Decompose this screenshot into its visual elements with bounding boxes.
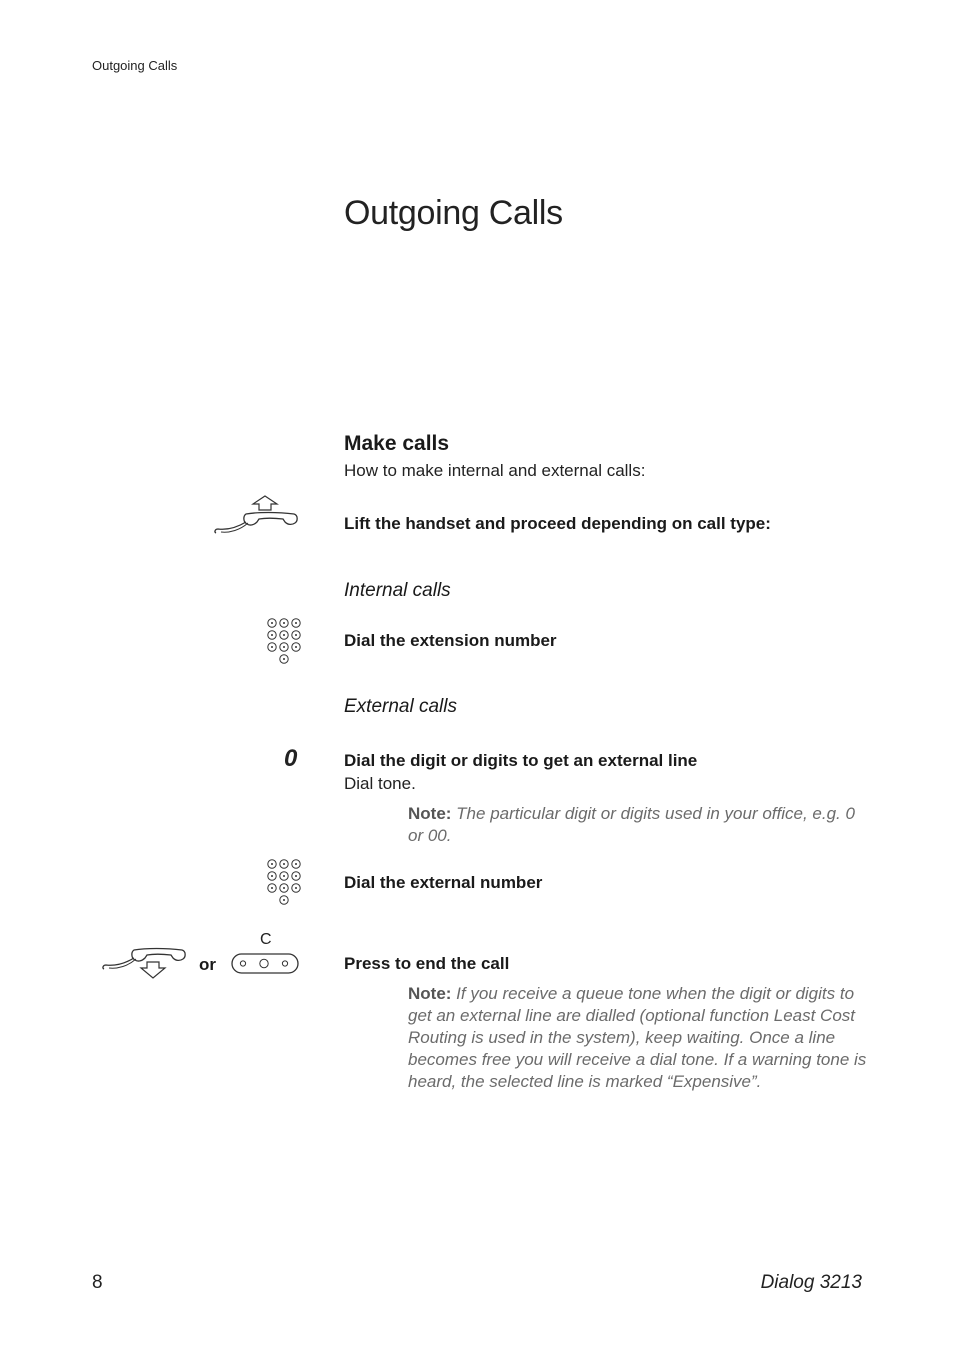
chapter-title: Outgoing Calls xyxy=(344,194,563,232)
external-calls-heading: External calls xyxy=(344,696,457,717)
digit-zero-symbol: 0 xyxy=(284,745,298,772)
dial-tone-text: Dial tone. xyxy=(344,774,416,793)
note-text: If you receive a queue tone when the digit or digits to get an external line are dialled (optional function Least Cost Routing is used in the system), keep waiting. Once a line becomes free you will receive a dial tone. If a warning tone is heard, the selected line is marked “Expensive”. xyxy=(408,984,867,1091)
note-label: Note: xyxy=(408,804,452,823)
or-label: or xyxy=(199,955,216,974)
note-queue-tone xyxy=(408,983,868,1093)
section-title: Make calls xyxy=(344,432,450,455)
note-external-digit xyxy=(408,803,868,847)
handset-lift-icon xyxy=(212,494,302,536)
internal-calls-heading: Internal calls xyxy=(344,580,451,601)
page-number: 8 xyxy=(92,1272,103,1293)
clear-key-icon xyxy=(230,928,300,976)
keypad-icon xyxy=(266,617,302,665)
running-header: Outgoing Calls xyxy=(92,58,178,73)
note-label: Note: xyxy=(408,984,452,1003)
step-lift-handset: Lift the handset and proceed depending on call type: xyxy=(344,514,771,533)
step-dial-digit: Dial the digit or digits to get an external line xyxy=(344,751,698,770)
step-dial-extension: Dial the extension number xyxy=(344,631,557,650)
note-text: The particular digit or digits used in your office, e.g. 0 or 00. xyxy=(408,804,855,845)
handset-replace-icon xyxy=(100,944,192,984)
keypad-icon xyxy=(266,858,302,906)
step-end-call: Press to end the call xyxy=(344,954,510,973)
product-name: Dialog 3213 xyxy=(760,1272,862,1293)
clear-key-label: C xyxy=(260,931,272,948)
step-dial-external: Dial the external number xyxy=(344,873,543,892)
section-intro: How to make internal and external calls: xyxy=(344,461,646,480)
